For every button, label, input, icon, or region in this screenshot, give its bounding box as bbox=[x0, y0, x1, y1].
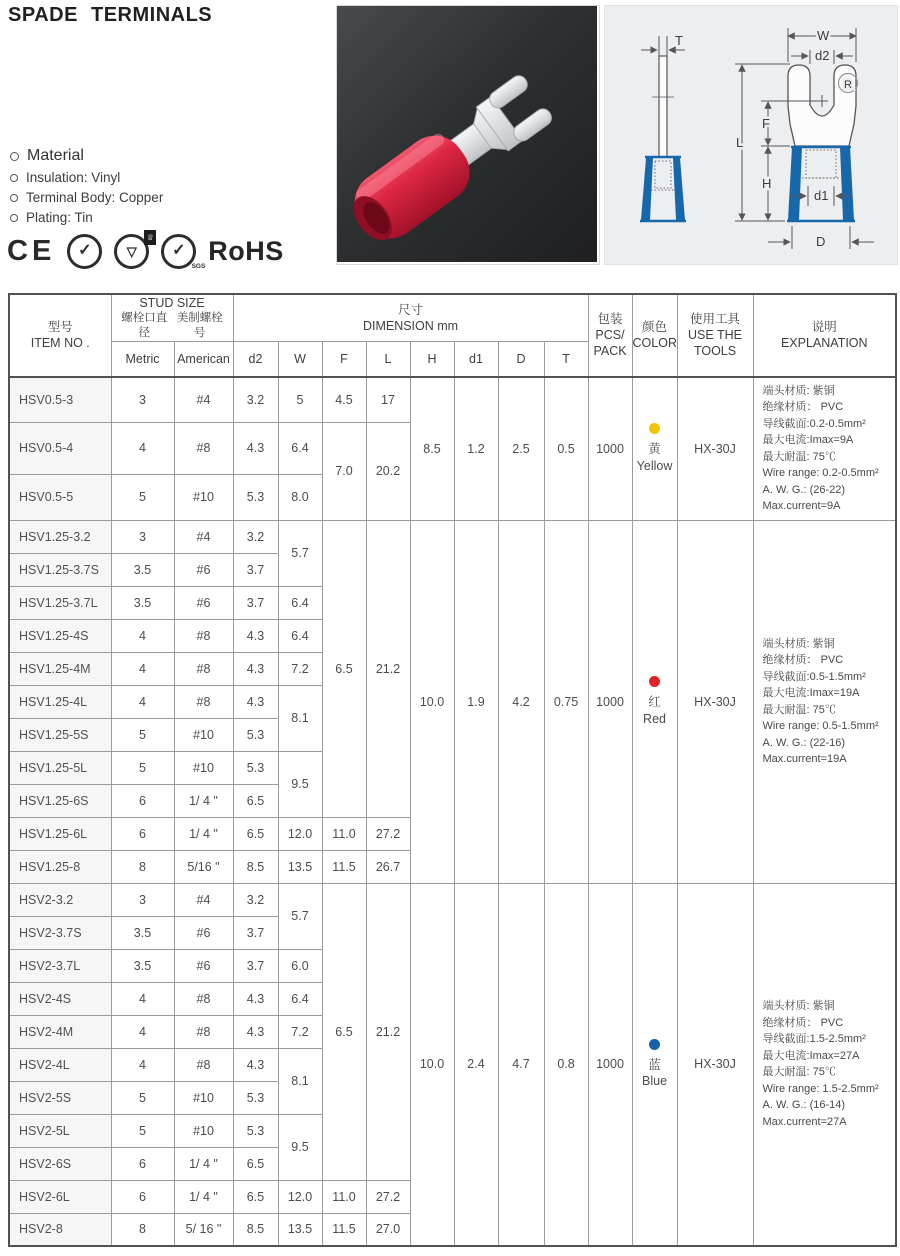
dim-label-T: T bbox=[675, 33, 683, 48]
bullet-icon bbox=[10, 174, 18, 182]
dim-label-d1: d1 bbox=[814, 188, 829, 203]
w-cell: 8.0 bbox=[278, 474, 322, 520]
product-photo bbox=[336, 5, 600, 265]
item-no-cell: HSV1.25-5S bbox=[9, 718, 111, 751]
t-cell: 0.75 bbox=[544, 520, 588, 883]
l-cell: 21.2 bbox=[366, 520, 410, 817]
material-item-label: Terminal Body: Copper bbox=[26, 190, 164, 205]
w-cell: 7.2 bbox=[278, 652, 322, 685]
american-cell: #8 bbox=[174, 423, 233, 475]
spade-terminal-image bbox=[337, 6, 597, 262]
l-cell: 27.2 bbox=[366, 817, 410, 850]
f-cell: 11.0 bbox=[322, 1180, 366, 1213]
d2-cell: 6.5 bbox=[233, 1180, 278, 1213]
d2-cell: 3.7 bbox=[233, 586, 278, 619]
metric-cell: 3 bbox=[111, 520, 174, 553]
certification-row bbox=[7, 233, 284, 269]
american-cell: 1/ 4 " bbox=[174, 784, 233, 817]
header-tools: 使用工具 USE THE TOOLS bbox=[677, 294, 753, 377]
american-cell: 1/ 4 " bbox=[174, 817, 233, 850]
item-no-cell: HSV1.25-4S bbox=[9, 619, 111, 652]
metric-cell: 4 bbox=[111, 423, 174, 475]
spec-table bbox=[8, 293, 897, 1247]
pack-cell: 1000 bbox=[588, 377, 632, 521]
color-name-zh: 黄 bbox=[648, 441, 661, 456]
item-no-cell: HSV1.25-6S bbox=[9, 784, 111, 817]
american-cell: #10 bbox=[174, 718, 233, 751]
material-heading bbox=[10, 147, 163, 165]
w-cell: 7.2 bbox=[278, 1015, 322, 1048]
header-explanation: 说明 EXPLANATION bbox=[753, 294, 896, 377]
metric-cell: 6 bbox=[111, 817, 174, 850]
item-no-cell: HSV2-4M bbox=[9, 1015, 111, 1048]
header-dim-f: F bbox=[322, 342, 366, 377]
header-stud-size: STUD SIZE 螺栓口直径 美制螺栓号 bbox=[111, 294, 233, 342]
bullet-icon bbox=[10, 214, 18, 222]
item-no-cell: HSV1.25-4L bbox=[9, 685, 111, 718]
metric-cell: 8 bbox=[111, 1213, 174, 1246]
sgs-label: SGS bbox=[191, 262, 206, 270]
d2-cell: 4.3 bbox=[233, 423, 278, 475]
d1-cell: 2.4 bbox=[454, 883, 498, 1246]
explanation-line: 端头材质: 紫铜 bbox=[762, 637, 835, 650]
d2-cell: 4.3 bbox=[233, 1048, 278, 1081]
explanation-line: Wire range: 0.5-1.5mm² bbox=[762, 720, 879, 733]
american-cell: 1/ 4 " bbox=[174, 1180, 233, 1213]
american-cell: 5/16 " bbox=[174, 850, 233, 883]
color-dot-icon bbox=[649, 676, 660, 687]
item-no-cell: HSV2-6S bbox=[9, 1147, 111, 1180]
l-cell: 26.7 bbox=[366, 850, 410, 883]
d2-cell: 4.3 bbox=[233, 652, 278, 685]
w-cell: 8.1 bbox=[278, 1048, 322, 1114]
d2-cell: 5.3 bbox=[233, 751, 278, 784]
l-cell: 17 bbox=[366, 377, 410, 423]
item-no-cell: HSV1.25-3.7L bbox=[9, 586, 111, 619]
explanation-line: Max.current=27A bbox=[762, 1115, 847, 1128]
item-no-cell: HSV2-8 bbox=[9, 1213, 111, 1246]
metric-cell: 5 bbox=[111, 718, 174, 751]
metric-cell: 4 bbox=[111, 982, 174, 1015]
check-icon: ✓ bbox=[78, 242, 92, 259]
explanation-line: 导线截面:1.5-2.5mm² bbox=[762, 1033, 866, 1046]
f-cell: 6.5 bbox=[322, 520, 366, 817]
explanation-line: Wire range: 1.5-2.5mm² bbox=[762, 1082, 879, 1095]
metric-cell: 4 bbox=[111, 619, 174, 652]
crown-flag-icon: ♕ bbox=[144, 230, 156, 245]
header-dim-d1: d1 bbox=[454, 342, 498, 377]
d2-cell: 4.3 bbox=[233, 1015, 278, 1048]
item-no-cell: HSV2-3.7L bbox=[9, 949, 111, 982]
explanation-line: 最大耐温: 75℃ bbox=[762, 703, 836, 716]
w-cell: 12.0 bbox=[278, 1180, 322, 1213]
metric-cell: 3.5 bbox=[111, 916, 174, 949]
ukas-badge-icon bbox=[114, 232, 154, 269]
item-no-cell: HSV1.25-6L bbox=[9, 817, 111, 850]
color-cell bbox=[632, 883, 677, 1246]
american-cell: #8 bbox=[174, 619, 233, 652]
item-no-cell: HSV1.25-4M bbox=[9, 652, 111, 685]
header-dim-t: T bbox=[544, 342, 588, 377]
explanation-line: A. W. G.: (16-14) bbox=[762, 1099, 846, 1112]
w-cell: 5 bbox=[278, 377, 322, 423]
explanation-line: 绝缘材质： PVC bbox=[762, 401, 844, 414]
w-cell: 6.4 bbox=[278, 586, 322, 619]
d2-cell: 8.5 bbox=[233, 850, 278, 883]
f-cell: 7.0 bbox=[322, 423, 366, 521]
american-cell: #6 bbox=[174, 916, 233, 949]
explanation-line: A. W. G.: (26-22) bbox=[762, 483, 846, 496]
d1-cell: 1.2 bbox=[454, 377, 498, 521]
w-cell: 6.4 bbox=[278, 423, 322, 475]
color-cell bbox=[632, 377, 677, 521]
color-name-en: Red bbox=[643, 711, 666, 726]
material-list bbox=[10, 170, 163, 225]
metric-cell: 3 bbox=[111, 377, 174, 423]
explanation-line: A. W. G.: (22-16) bbox=[762, 736, 846, 749]
color-name-zh: 蓝 bbox=[648, 1057, 661, 1072]
d-cell: 2.5 bbox=[498, 377, 544, 521]
dimension-drawing bbox=[605, 6, 895, 262]
explanation-line: 端头材质: 紫铜 bbox=[762, 384, 835, 397]
header-metric: Metric bbox=[111, 342, 174, 377]
t-cell: 0.5 bbox=[544, 377, 588, 521]
d2-cell: 6.5 bbox=[233, 784, 278, 817]
rohs-mark: RoHS bbox=[208, 235, 284, 266]
american-cell: #10 bbox=[174, 751, 233, 784]
explanation-line: 绝缘材质： PVC bbox=[762, 654, 844, 667]
item-no-cell: HSV2-5S bbox=[9, 1081, 111, 1114]
metric-cell: 6 bbox=[111, 784, 174, 817]
explanation-cell bbox=[753, 520, 896, 883]
dim-label-d2: d2 bbox=[815, 48, 830, 63]
w-cell: 9.5 bbox=[278, 1114, 322, 1180]
f-cell: 6.5 bbox=[322, 883, 366, 1180]
item-no-cell: HSV2-5L bbox=[9, 1114, 111, 1147]
w-cell: 5.7 bbox=[278, 883, 322, 949]
header-american: American bbox=[174, 342, 233, 377]
explanation-line: Wire range: 0.2-0.5mm² bbox=[762, 467, 879, 480]
d2-cell: 5.3 bbox=[233, 718, 278, 751]
l-cell: 20.2 bbox=[366, 423, 410, 521]
pack-cell: 1000 bbox=[588, 520, 632, 883]
l-cell: 27.2 bbox=[366, 1180, 410, 1213]
metric-cell: 3.5 bbox=[111, 949, 174, 982]
american-cell: #8 bbox=[174, 652, 233, 685]
item-no-cell: HSV0.5-4 bbox=[9, 423, 111, 475]
bullet-icon bbox=[10, 152, 19, 161]
explanation-line: 端头材质: 紫铜 bbox=[762, 1000, 835, 1013]
material-item-label: Plating: Tin bbox=[26, 210, 93, 225]
color-name-en: Blue bbox=[642, 1074, 668, 1089]
d2-cell: 5.3 bbox=[233, 1081, 278, 1114]
item-no-cell: HSV1.25-3.7S bbox=[9, 553, 111, 586]
d-cell: 4.7 bbox=[498, 883, 544, 1246]
header-item-no: 型号 ITEM NO . bbox=[9, 294, 111, 377]
dimension-diagram bbox=[604, 5, 898, 265]
f-cell: 11.0 bbox=[322, 817, 366, 850]
triangle-icon: ▽ bbox=[126, 243, 137, 259]
metric-cell: 6 bbox=[111, 1180, 174, 1213]
w-cell: 13.5 bbox=[278, 850, 322, 883]
item-no-cell: HSV2-4L bbox=[9, 1048, 111, 1081]
material-item-label: Insulation: Vinyl bbox=[26, 170, 121, 185]
w-cell: 6.4 bbox=[278, 982, 322, 1015]
explanation-line: 最大耐温: 75℃ bbox=[762, 450, 836, 463]
f-cell: 11.5 bbox=[322, 1213, 366, 1246]
d2-cell: 4.3 bbox=[233, 685, 278, 718]
d2-cell: 8.5 bbox=[233, 1213, 278, 1246]
metric-cell: 3 bbox=[111, 883, 174, 916]
l-cell: 21.2 bbox=[366, 883, 410, 1180]
dim-label-W: W bbox=[817, 28, 830, 43]
d2-cell: 3.2 bbox=[233, 520, 278, 553]
d2-cell: 6.5 bbox=[233, 1147, 278, 1180]
h-cell: 10.0 bbox=[410, 520, 454, 883]
w-cell: 6.4 bbox=[278, 619, 322, 652]
metric-cell: 3.5 bbox=[111, 553, 174, 586]
w-cell: 8.1 bbox=[278, 685, 322, 751]
metric-cell: 5 bbox=[111, 1114, 174, 1147]
item-no-cell: HSV2-6L bbox=[9, 1180, 111, 1213]
registered-mark: R bbox=[844, 79, 852, 91]
material-item bbox=[10, 210, 163, 225]
american-cell: #8 bbox=[174, 685, 233, 718]
header-dim-w: W bbox=[278, 342, 322, 377]
american-cell: #8 bbox=[174, 1048, 233, 1081]
american-cell: #4 bbox=[174, 520, 233, 553]
material-heading-label: Material bbox=[27, 147, 84, 164]
quality-check-badge-icon bbox=[67, 234, 102, 269]
item-no-cell: HSV2-4S bbox=[9, 982, 111, 1015]
material-section bbox=[10, 147, 163, 230]
item-no-cell: HSV1.25-3.2 bbox=[9, 520, 111, 553]
american-cell: #4 bbox=[174, 377, 233, 423]
header-dim-h: H bbox=[410, 342, 454, 377]
ce-mark-icon: CE bbox=[7, 234, 56, 267]
w-cell: 6.0 bbox=[278, 949, 322, 982]
explanation-line: 绝缘材质： PVC bbox=[762, 1016, 844, 1029]
metric-cell: 6 bbox=[111, 1147, 174, 1180]
color-dot-icon bbox=[649, 423, 660, 434]
metric-cell: 4 bbox=[111, 1048, 174, 1081]
metric-cell: 5 bbox=[111, 1081, 174, 1114]
american-cell: #10 bbox=[174, 474, 233, 520]
metric-cell: 4 bbox=[111, 1015, 174, 1048]
d2-cell: 5.3 bbox=[233, 474, 278, 520]
dim-label-D: D bbox=[816, 234, 826, 249]
material-item bbox=[10, 170, 163, 185]
explanation-line: 最大电流:Imax=9A bbox=[762, 434, 854, 447]
dim-label-F: F bbox=[762, 116, 770, 131]
american-cell: #6 bbox=[174, 553, 233, 586]
d2-cell: 3.7 bbox=[233, 949, 278, 982]
item-no-cell: HSV2-3.7S bbox=[9, 916, 111, 949]
d2-cell: 3.7 bbox=[233, 553, 278, 586]
l-cell: 27.0 bbox=[366, 1213, 410, 1246]
w-cell: 13.5 bbox=[278, 1213, 322, 1246]
page-title: SPADE TERMINALS bbox=[8, 4, 213, 26]
metric-cell: 4 bbox=[111, 652, 174, 685]
f-cell: 11.5 bbox=[322, 850, 366, 883]
check-icon: ✓ bbox=[172, 242, 186, 259]
color-dot-icon bbox=[649, 1039, 660, 1050]
d2-cell: 4.3 bbox=[233, 982, 278, 1015]
color-cell bbox=[632, 520, 677, 883]
american-cell: 5/ 16 " bbox=[174, 1213, 233, 1246]
explanation-line: Max.current=9A bbox=[762, 500, 841, 513]
bullet-icon bbox=[10, 194, 18, 202]
item-no-cell: HSV0.5-3 bbox=[9, 377, 111, 423]
item-no-cell: HSV1.25-8 bbox=[9, 850, 111, 883]
color-name-zh: 红 bbox=[648, 694, 661, 709]
table-header bbox=[9, 294, 896, 377]
metric-cell: 5 bbox=[111, 751, 174, 784]
sgs-badge-icon bbox=[161, 234, 206, 270]
color-name-en: Yellow bbox=[636, 458, 673, 473]
header-dim-d2: d2 bbox=[233, 342, 278, 377]
d2-cell: 5.3 bbox=[233, 1114, 278, 1147]
american-cell: #8 bbox=[174, 982, 233, 1015]
explanation-line: Max.current=19A bbox=[762, 753, 847, 766]
f-cell: 4.5 bbox=[322, 377, 366, 423]
american-cell: #6 bbox=[174, 586, 233, 619]
d2-cell: 6.5 bbox=[233, 817, 278, 850]
explanation-line: 最大耐温: 75℃ bbox=[762, 1066, 836, 1079]
explanation-line: 最大电流:Imax=19A bbox=[762, 687, 860, 700]
tools-cell: HX-30J bbox=[677, 883, 753, 1246]
metric-cell: 8 bbox=[111, 850, 174, 883]
d2-cell: 3.2 bbox=[233, 883, 278, 916]
d2-cell: 3.7 bbox=[233, 916, 278, 949]
d1-cell: 1.9 bbox=[454, 520, 498, 883]
metric-cell: 3.5 bbox=[111, 586, 174, 619]
tools-cell: HX-30J bbox=[677, 520, 753, 883]
header-dimension: 尺寸 DIMENSION mm bbox=[233, 294, 588, 342]
american-cell: 1/ 4 " bbox=[174, 1147, 233, 1180]
explanation-cell bbox=[753, 377, 896, 521]
d2-cell: 4.3 bbox=[233, 619, 278, 652]
american-cell: #10 bbox=[174, 1114, 233, 1147]
t-cell: 0.8 bbox=[544, 883, 588, 1246]
w-cell: 5.7 bbox=[278, 520, 322, 586]
explanation-cell bbox=[753, 883, 896, 1246]
header-pack: 包装 PCS/ PACK bbox=[588, 294, 632, 377]
dim-label-H: H bbox=[762, 176, 772, 191]
pack-cell: 1000 bbox=[588, 883, 632, 1246]
metric-cell: 5 bbox=[111, 474, 174, 520]
explanation-line: 导线截面:0.2-0.5mm² bbox=[762, 417, 866, 430]
item-no-cell: HSV0.5-5 bbox=[9, 474, 111, 520]
material-item bbox=[10, 190, 163, 205]
item-no-cell: HSV1.25-5L bbox=[9, 751, 111, 784]
explanation-line: 最大电流:Imax=27A bbox=[762, 1049, 860, 1062]
header-dim-d: D bbox=[498, 342, 544, 377]
w-cell: 12.0 bbox=[278, 817, 322, 850]
american-cell: #6 bbox=[174, 949, 233, 982]
d2-cell: 3.2 bbox=[233, 377, 278, 423]
american-cell: #4 bbox=[174, 883, 233, 916]
table-row bbox=[9, 883, 896, 916]
table-body bbox=[9, 377, 896, 1247]
american-cell: #10 bbox=[174, 1081, 233, 1114]
h-cell: 10.0 bbox=[410, 883, 454, 1246]
item-no-cell: HSV2-3.2 bbox=[9, 883, 111, 916]
d-cell: 4.2 bbox=[498, 520, 544, 883]
dim-label-L: L bbox=[736, 135, 744, 150]
w-cell: 9.5 bbox=[278, 751, 322, 817]
table-row bbox=[9, 377, 896, 423]
header-color: 颜色 COLOR bbox=[632, 294, 677, 377]
header-dim-l: L bbox=[366, 342, 410, 377]
tools-cell: HX-30J bbox=[677, 377, 753, 521]
metric-cell: 4 bbox=[111, 685, 174, 718]
h-cell: 8.5 bbox=[410, 377, 454, 521]
table-row bbox=[9, 520, 896, 553]
american-cell: #8 bbox=[174, 1015, 233, 1048]
explanation-line: 导线截面:0.5-1.5mm² bbox=[762, 670, 866, 683]
